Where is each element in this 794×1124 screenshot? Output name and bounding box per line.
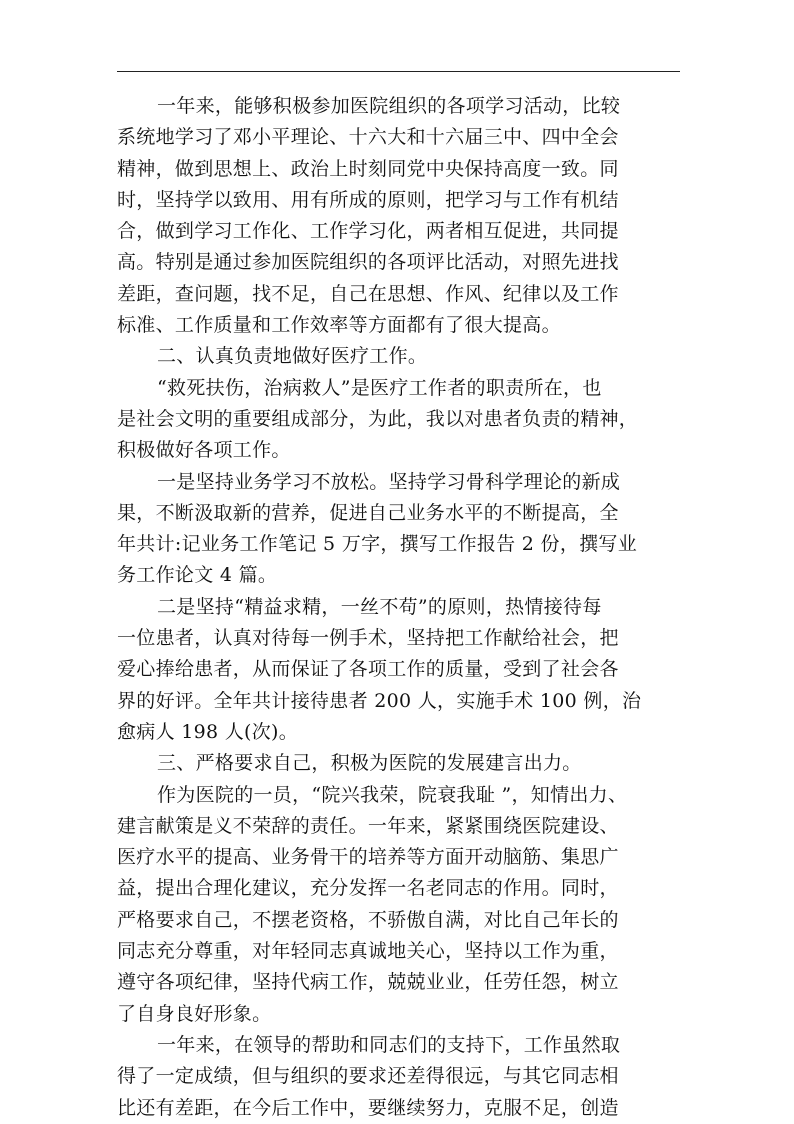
text-line: 务工作论文 4 篇。 [117,564,278,587]
text-line: 爱心捧给患者，从而保证了各项工作的质量，受到了社会各 [117,658,619,681]
text-line: 时，坚持学以致用、用有所成的原则，把学习与工作有机结 [117,188,619,211]
text-line: 精神，做到思想上、政治上时刻同党中央保持高度一致。同 [117,157,619,180]
text-line: 果，不断汲取新的营养，促进自己业务水平的不断提高，全 [117,501,619,524]
text-line: 得了一定成绩，但与组织的要求还差得很远，与其它同志相 [117,1065,619,1088]
text-line: 三、严格要求自己，积极为医院的发展建言出力。 [157,752,582,775]
text-line: 一是坚持业务学习不放松。坚持学习骨科学理论的新成 [157,470,621,493]
text-line: 是社会文明的重要组成部分，为此，我以对患者负责的精神， [117,407,639,430]
text-line: 作为医院的一员，“院兴我荣，院衰我耻 ”，知情出力、 [157,783,628,806]
text-line: 医疗水平的提高、业务骨干的培养等方面开动脑筋、集思广 [117,846,619,869]
text-line: 高。特别是通过参加医院组织的各项评比活动，对照先进找 [117,251,619,274]
text-line: 严格要求自己，不摆老资格，不骄傲自满，对比自己年长的 [117,908,619,931]
text-line: 积极做好各项工作。 [117,439,291,462]
text-line: 界的好评。全年共计接待患者 200 人，实施手术 100 例，治 [117,689,642,712]
text-line: 系统地学习了邓小平理论、十六大和十六届三中、四中全会 [117,126,619,149]
text-line: 一年来，在领导的帮助和同志们的支持下，工作虽然取 [157,1033,621,1056]
text-line: 益，提出合理化建议，充分发挥一名老同志的作用。同时， [117,877,619,900]
text-line: 同志充分尊重，对年轻同志真诚地关心，坚持以工作为重， [117,940,619,963]
text-line: 建言献策是义不荣辞的责任。一年来，紧紧围绕医院建设、 [117,814,619,837]
text-line: 差距，查问题，找不足，自己在思想、作风、纪律以及工作 [117,282,619,305]
text-line: 二是坚持“精益求精，一丝不苟”的原则，热情接待每 [157,595,602,618]
document-body [117,91,680,1124]
text-line: “救死扶伤，治病救人”是医疗工作者的职责所在，也 [157,376,602,399]
text-line: 二、认真负责地做好医疗工作。 [157,345,428,368]
text-line: 一年来，能够积极参加医院组织的各项学习活动，比较 [157,95,621,117]
text-line: 愈病人 198 人(次)。 [117,720,299,743]
text-line: 了自身良好形象。 [117,1002,272,1025]
text-line: 标准、工作质量和工作效率等方面都有了很大提高。 [117,314,561,337]
text-line: 遵守各项纪律，坚持代病工作，兢兢业业，任劳任怨，树立 [117,971,619,994]
text-line: 一位患者，认真对待每一例手术，坚持把工作献给社会，把 [117,627,619,650]
header-rule [117,71,680,72]
text-line: 合，做到学习工作化、工作学习化，两者相互促进，共同提 [117,220,619,243]
text-line: 年共计:记业务工作笔记 5 万字，撰写工作报告 2 份，撰写业 [117,533,638,556]
text-line: 比还有差距，在今后工作中，要继续努力，克服不足，创造 [117,1096,619,1119]
